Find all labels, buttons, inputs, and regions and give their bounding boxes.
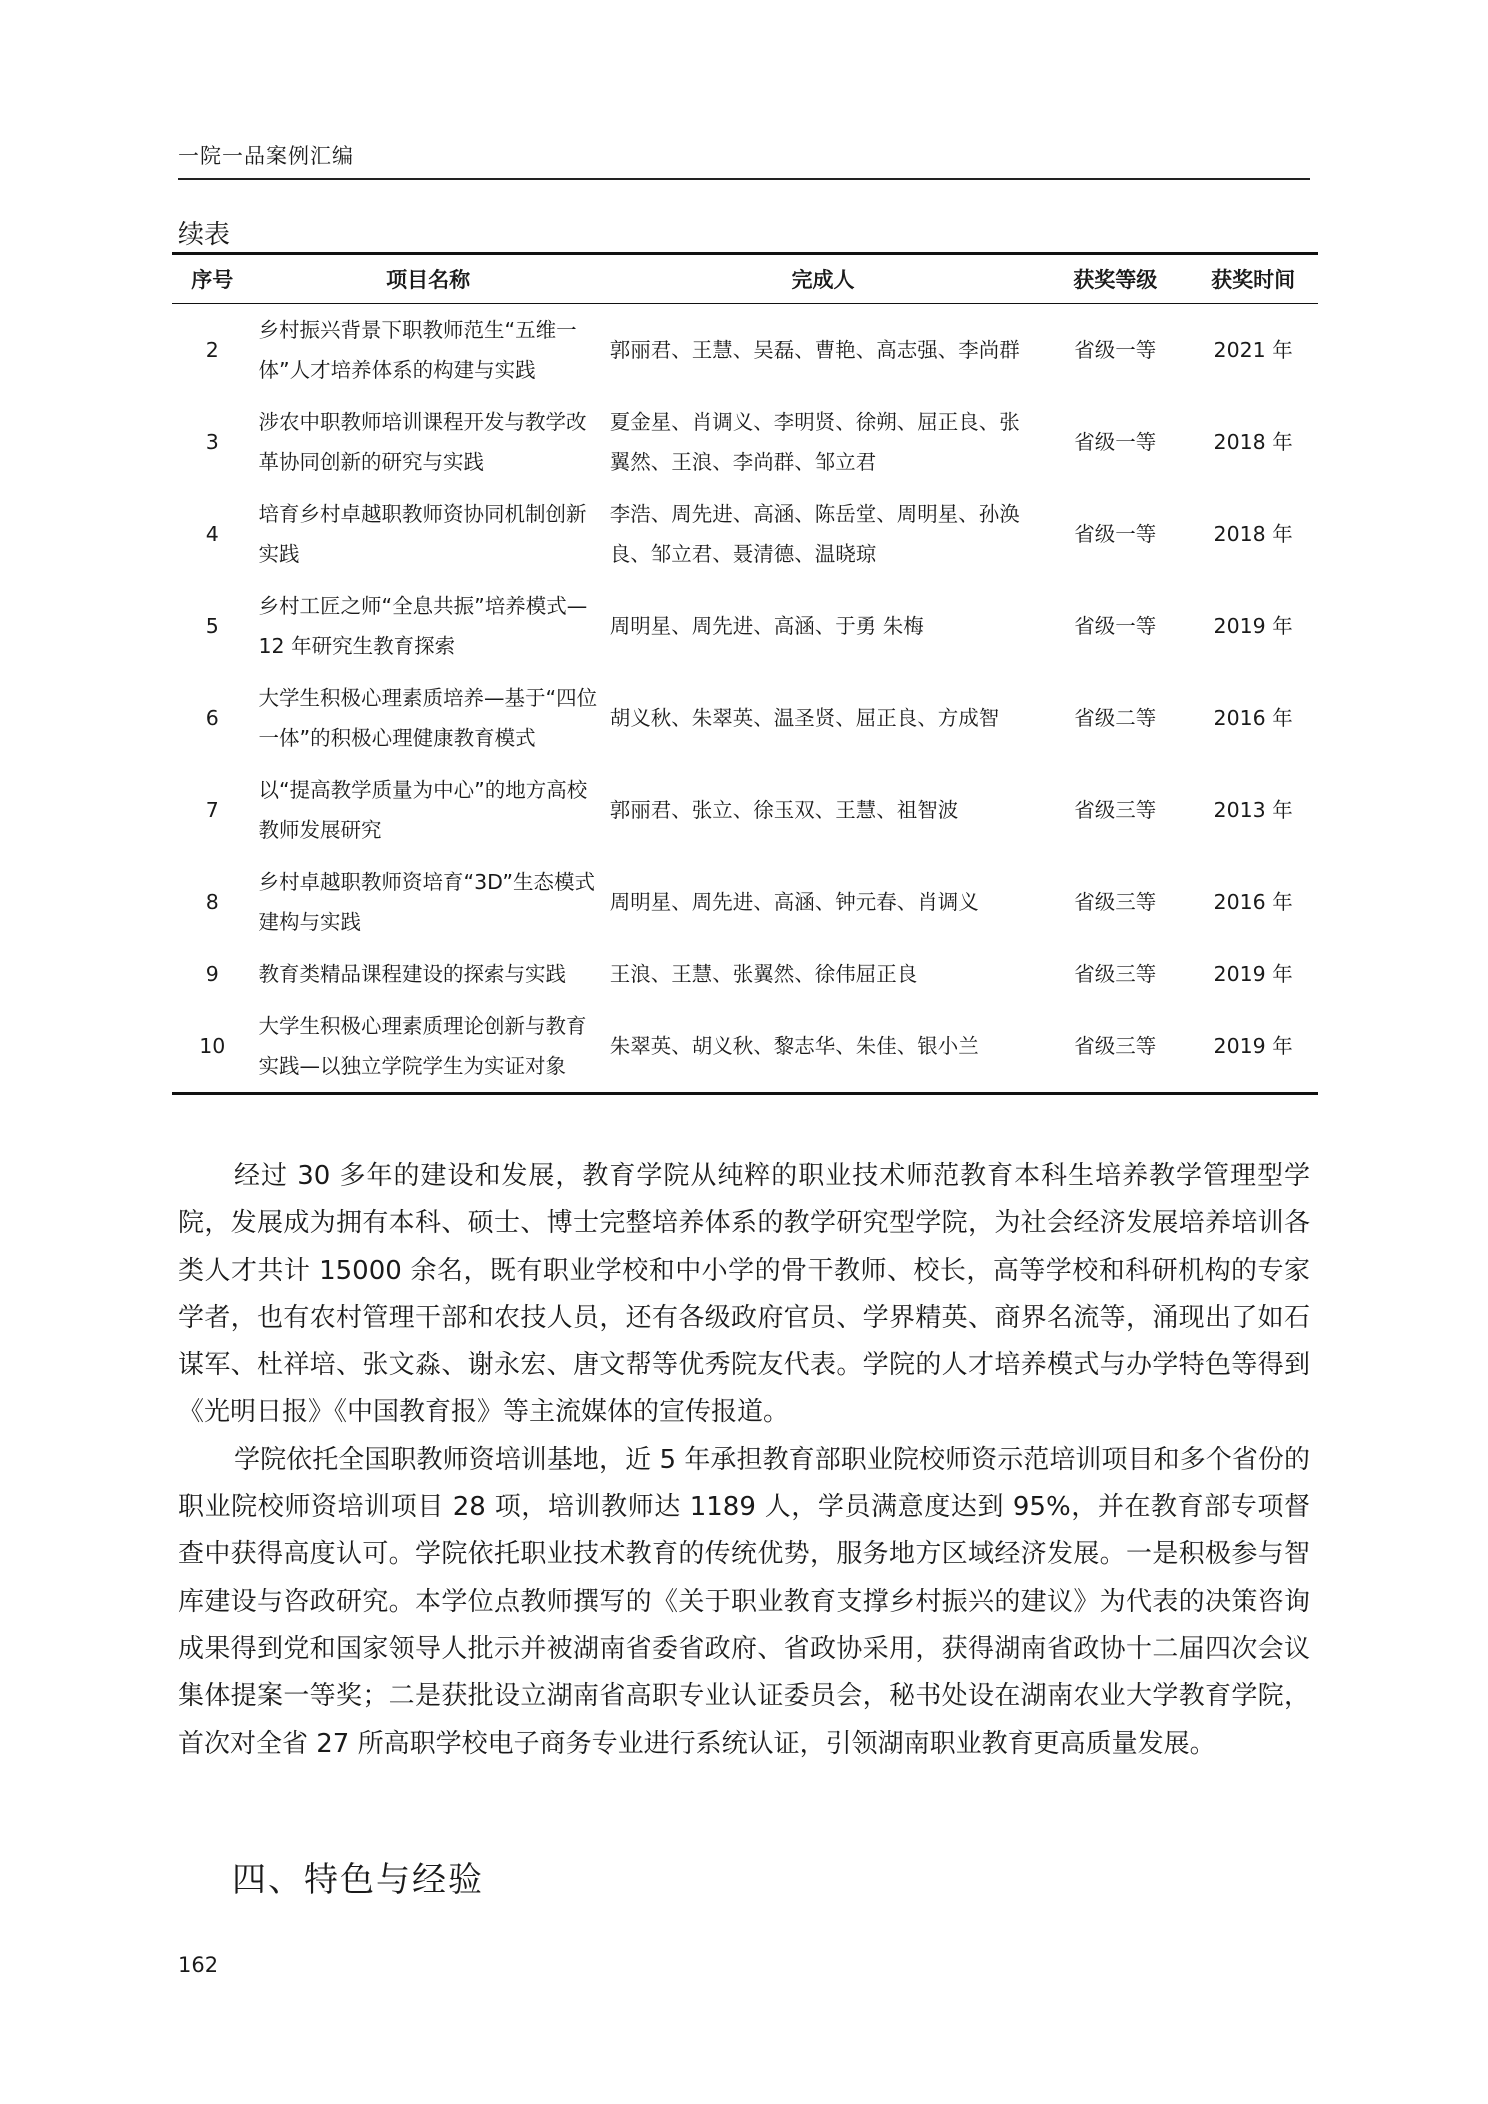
page-number: 162 [178, 1953, 219, 1977]
award-year: 2019 年 [1213, 614, 1293, 638]
project-name: 以“提高教学质量为中心”的地方高校教师发展研究 [258, 778, 588, 842]
award-year: 2018 年 [1213, 430, 1293, 454]
award-level: 省级一等 [1074, 614, 1157, 638]
award-level: 省级三等 [1074, 962, 1157, 986]
column-header-no: 序号 [172, 254, 253, 304]
project-name: 大学生积极心理素质培养—基于“四位一体”的积极心理健康教育模式 [258, 686, 598, 750]
project-name: 乡村工匠之师“全息共振”培养模式—12 年研究生教育探索 [258, 594, 588, 658]
table-row [172, 396, 1318, 488]
section-heading: 四、特色与经验 [232, 1860, 484, 1900]
table-row [172, 948, 1318, 1000]
contributors: 李浩、周先进、高涵、陈岳堂、周明星、孙涣良、邹立君、聂清德、温晓琼 [609, 502, 1020, 566]
column-header-year: 获奖时间 [1188, 254, 1318, 304]
column-header-people: 完成人 [604, 254, 1042, 304]
awards-table [172, 252, 1318, 1095]
contributors: 郭丽君、张立、徐玉双、王慧、祖智波 [609, 798, 959, 822]
award-level: 省级一等 [1074, 338, 1157, 362]
award-year: 2016 年 [1213, 890, 1293, 914]
award-level: 省级三等 [1074, 890, 1157, 914]
row-number: 6 [205, 706, 219, 730]
row-number: 2 [205, 338, 219, 362]
table-row [172, 580, 1318, 672]
table-row [172, 1000, 1318, 1094]
contributors: 朱翠英、胡义秋、黎志华、朱佳、银小兰 [609, 1034, 979, 1058]
table-caption: 续表 [178, 220, 231, 250]
body-text [178, 1153, 1310, 1768]
running-header: 一院一品案例汇编 [178, 140, 1310, 180]
award-year: 2013 年 [1213, 798, 1293, 822]
award-year: 2021 年 [1213, 338, 1293, 362]
project-name: 涉农中职教师培训课程开发与教学改革协同创新的研究与实践 [258, 410, 587, 474]
body-paragraph: 学院依托全国职教师资培训基地，近 5 年承担教育部职业院校师资示范培训项目和多个省份的职业院校师资培训项目 28 项，培训教师达 1189 人，学员满意度达到 95%，并在教育部专项督查中获得高度认可。学院依托职业技术教育的传统优势，服务地方区域经济发展。一是积极参与智库建设与咨政研究。本学位点教师撰写的《关于职业教育支撑乡村振兴的建议》为代表的决策咨询成果得到党和国家领导人批示并被湖南省委省政府、省政协采用，获得湖南省政协十二届四次会议集体提案一等奖；二是获批设立湖南省高职专业认证委员会，秘书处设在湖南农业大学教育学院，首次对全省 27 所高职学校电子商务专业进行系统认证，引领湖南职业教育更高质量发展。 [178, 1444, 1310, 1759]
table-row [172, 672, 1318, 764]
project-name: 乡村卓越职教师资培育“3D”生态模式建构与实践 [258, 870, 596, 934]
column-header-level: 获奖等级 [1042, 254, 1188, 304]
award-year: 2019 年 [1213, 962, 1293, 986]
row-number: 10 [199, 1034, 226, 1058]
award-level: 省级三等 [1074, 798, 1157, 822]
award-level: 省级一等 [1074, 522, 1157, 546]
table-row [172, 764, 1318, 856]
award-year: 2016 年 [1213, 706, 1293, 730]
contributors: 夏金星、肖调义、李明贤、徐朔、屈正良、张翼然、王浪、李尚群、邹立君 [609, 410, 1020, 474]
award-level: 省级三等 [1074, 1034, 1157, 1058]
table-row [172, 488, 1318, 580]
contributors: 王浪、王慧、张翼然、徐伟屈正良 [609, 962, 918, 986]
contributors: 郭丽君、王慧、吴磊、曹艳、高志强、李尚群 [609, 338, 1020, 362]
award-level: 省级一等 [1074, 430, 1157, 454]
row-number: 9 [205, 962, 219, 986]
contributors: 周明星、周先进、高涵、于勇 朱梅 [609, 614, 924, 638]
project-name: 教育类精品课程建设的探索与实践 [258, 962, 566, 986]
row-number: 4 [205, 522, 219, 546]
row-number: 8 [205, 890, 219, 914]
table-row [172, 304, 1318, 397]
contributors: 胡义秋、朱翠英、温圣贤、屈正良、方成智 [609, 706, 1000, 730]
row-number: 5 [205, 614, 219, 638]
award-year: 2018 年 [1213, 522, 1293, 546]
row-number: 3 [205, 430, 219, 454]
contributors: 周明星、周先进、高涵、钟元春、肖调义 [609, 890, 979, 914]
award-level: 省级二等 [1074, 706, 1157, 730]
award-year: 2019 年 [1213, 1034, 1293, 1058]
project-name: 乡村振兴背景下职教师范生“五维一体”人才培养体系的构建与实践 [258, 318, 577, 382]
table-header-row [172, 254, 1318, 304]
project-name: 大学生积极心理素质理论创新与教育实践—以独立学院学生为实证对象 [258, 1014, 587, 1078]
column-header-name: 项目名称 [253, 254, 604, 304]
project-name: 培育乡村卓越职教师资协同机制创新实践 [258, 502, 587, 566]
table-row [172, 856, 1318, 948]
body-paragraph: 经过 30 多年的建设和发展，教育学院从纯粹的职业技术师范教育本科生培养教学管理型学院，发展成为拥有本科、硕士、博士完整培养体系的教学研究型学院，为社会经济发展培养培训各类人才共计 15000 余名，既有职业学校和中小学的骨干教师、校长，高等学校和科研机构的专家学者，也有农村管理干部和农技人员，还有各级政府官员、学界精英、商界名流等，涌现出了如石谋军、杜祥培、张文淼、谢永宏、唐文帮等优秀院友代表。学院的人才培养模式与办学特色等得到《光明日报》《中国教育报》等主流媒体的宣传报道。 [178, 1161, 1310, 1428]
row-number: 7 [205, 798, 219, 822]
